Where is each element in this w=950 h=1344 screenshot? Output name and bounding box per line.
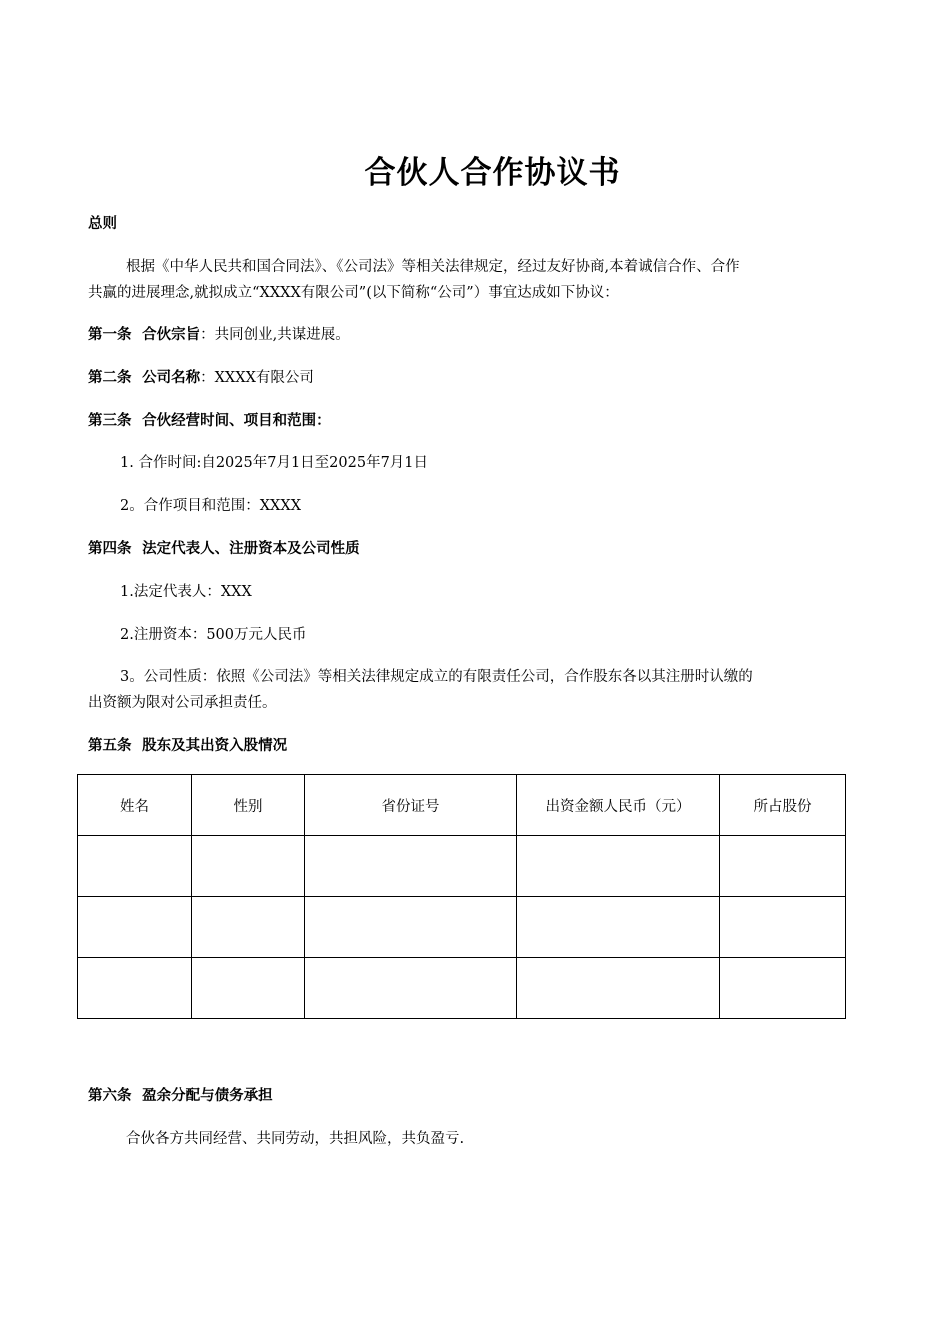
article-3-item-2: 2。合作项目和范围：XXXX: [120, 498, 302, 514]
table-cell: [720, 836, 846, 897]
article-1-text: ：共同创业,共谋进展。: [200, 327, 350, 343]
table-header-row: [78, 775, 846, 836]
article-5-title: 股东及其出资入股情况: [142, 738, 288, 754]
header-id-number: 省份证号: [305, 775, 517, 836]
table-row: [78, 836, 846, 897]
article-2-text: ：XXXX有限公司: [200, 370, 314, 386]
shareholder-table: [77, 774, 846, 1019]
table-cell: [78, 897, 192, 958]
table-cell: [305, 836, 517, 897]
article-4-label: 第四条: [88, 541, 132, 557]
table-cell: [192, 836, 305, 897]
table-cell: [305, 958, 517, 1019]
header-investment-amount: 出资金额人民币（元）: [517, 775, 720, 836]
article-2-title: 公司名称: [142, 370, 201, 386]
table-row: [78, 897, 846, 958]
article-4: [88, 539, 360, 559]
article-4-item-2: 2.注册资本：500万元人民币: [120, 627, 307, 643]
article-1-label: 第一条: [88, 327, 132, 343]
general-heading: 总则: [88, 216, 117, 232]
table-cell: [305, 897, 517, 958]
header-name: 姓名: [78, 775, 192, 836]
article-3: [88, 411, 331, 431]
table-cell: [517, 897, 720, 958]
table-cell: [517, 836, 720, 897]
document-title: 合伙人合作协议书: [364, 155, 621, 191]
article-2: [88, 368, 314, 388]
article-6-text: 合伙各方共同经营、共同劳动，共担风险，共负盈亏.: [126, 1131, 465, 1147]
header-gender: 性别: [192, 775, 305, 836]
table-cell: [78, 958, 192, 1019]
table-row: [78, 958, 846, 1019]
article-3-title: 合伙经营时间、项目和范围：: [142, 413, 331, 429]
general-para-line-2: 共赢的进展理念,就拟成立“XXXX有限公司”(以下简称“公司”）事宜达成如下协议：: [88, 285, 619, 301]
article-5-label: 第五条: [88, 738, 132, 754]
article-6-title: 盈余分配与债务承担: [142, 1088, 273, 1104]
article-6: [88, 1086, 273, 1106]
article-4-title: 法定代表人、注册资本及公司性质: [142, 541, 360, 557]
table-cell: [720, 958, 846, 1019]
article-6-label: 第六条: [88, 1088, 132, 1104]
article-3-item-1: 1. 合作时间:自2025年7月1日至2025年7月1日: [120, 455, 429, 471]
article-3-label: 第三条: [88, 413, 132, 429]
table-cell: [720, 897, 846, 958]
article-1: [88, 325, 350, 345]
table-cell: [517, 958, 720, 1019]
general-para-line-1: 根据《中华人民共和国合同法》、《公司法》等相关法律规定，经过友好协商,本着诚信合作、合作: [126, 259, 740, 275]
article-4-item-1: 1.法定代表人：XXX: [120, 584, 252, 600]
article-4-item-3-line-2: 出资额为限对公司承担责任。: [88, 695, 277, 711]
article-4-item-3-line-1: 3。公司性质：依照《公司法》等相关法律规定成立的有限责任公司，合作股东各以其注册时认缴的: [120, 669, 753, 685]
article-5: [88, 736, 287, 756]
table-cell: [192, 897, 305, 958]
table-cell: [78, 836, 192, 897]
article-1-title: 合伙宗旨: [142, 327, 201, 343]
header-share-ratio: 所占股份: [720, 775, 846, 836]
article-2-label: 第二条: [88, 370, 132, 386]
table-cell: [192, 958, 305, 1019]
